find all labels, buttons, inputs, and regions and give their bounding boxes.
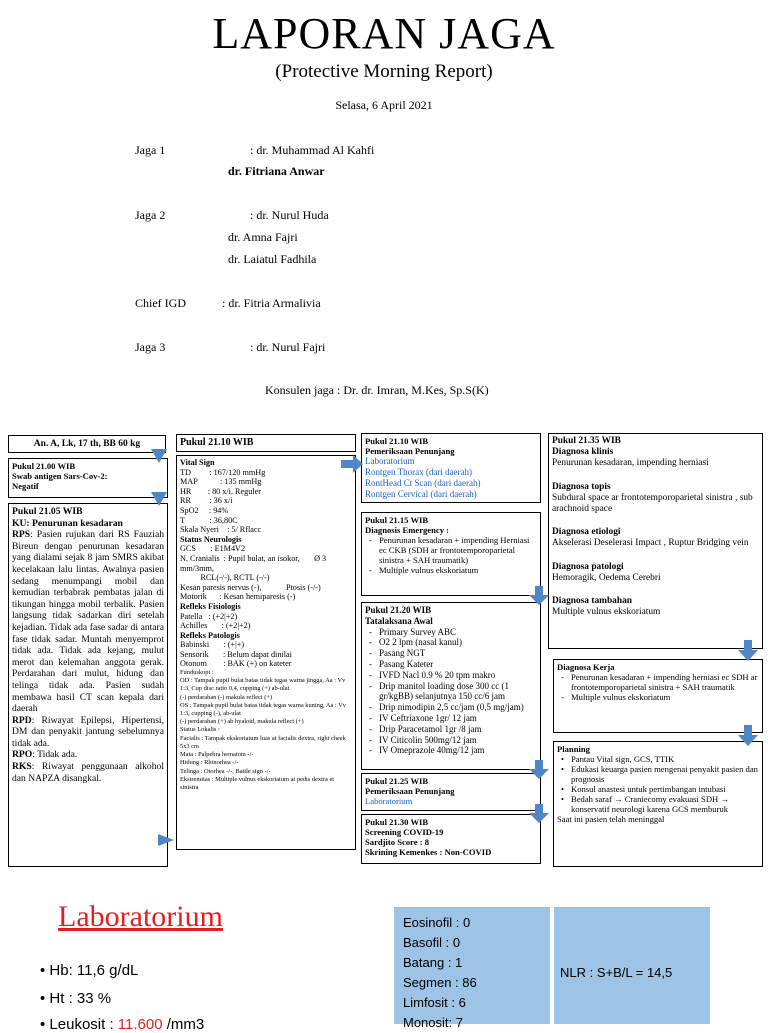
anamnesis-time: Pukul 21.05 WIB [12,506,83,517]
diag-emergency-time: Pukul 21.15 WIB [365,515,429,525]
penunjang1-list [365,456,537,500]
lab-diff-item: Eosinofil : 0 [403,915,471,930]
jaga2-value2: dr. Amna Fajri [228,230,298,244]
jaga1-value2: dr. Fitriana Anwar [228,164,325,178]
arrow-right-icon [341,455,365,473]
box-diagnosis-emergency [361,512,541,596]
lab-leukosit-unit: /mm3 [162,1016,205,1033]
arrow-down-icon [738,640,758,662]
rps-text: : Pasien rujukan dari RS Fauziah Bireun dengan penurunan kesadaran yang dialami sejak 8 jam SMRS akibat kecelakaan lalu lintas. Awalnya pasien sedang menumpangi mobil dan kemudian terbabrak pembatas jalan di tikungan hingga mobil terbalik. Pasien langsung tidak sadarkan diri setelah kejadian. Tidak ada fase sadar di antara fase tidak sadar. Muntah menyemprot tidak ada. Tidak ada kejang, mulut merot dan kelemahan anggota gerak. Perdarahan dari mulut, hidung dan telinga tidak ada. Pasien sudah membawa hasil CT scan kepala dari daerah [12,529,164,715]
penunjang2-item: Laboratorium [365,796,413,806]
lab-diff-item: Limfosit : 6 [403,995,466,1010]
lab-hb: • Hb: 11,6 g/dL [40,962,139,979]
funduskopi-item: OD : Tampak pupil bulat batas tidak tegas warna jingga, Aa : Vv 1:3, Cup disc ratio 0,4, cupping (+) ab-ulat [180,677,346,693]
fisio-list [180,612,352,631]
penunjang2-title: Pemeriksaan Penunjang [365,786,455,796]
arrow-down-icon [148,492,170,508]
vital-title: Vital Sign [180,458,215,467]
rps-label: RPS [12,529,31,541]
box-swab [8,458,168,498]
funduskopi-item: Mata : Palpebra hematom -/- [180,751,254,759]
box-planning [553,741,763,867]
vital-item: MAP : 135 mmHg [180,477,262,487]
lab-nlr-cell [554,907,710,1024]
arrow-down-icon [529,804,549,824]
lab-diff-item: Basofil : 0 [403,935,461,950]
arrow-right-icon [158,832,178,848]
vital-item: T : 36,80C [180,515,238,525]
diagnosa-patologi-text: Hemoragik, Oedema Cerebri [552,572,661,583]
jaga3-label: Jaga 3 [135,340,166,354]
funduskopi-item: Ekstremitas : Multiple vulnus ekskoriatum at pedis dextra et sinistra [180,775,335,791]
lab-ht-text: Ht : 33 % [49,990,112,1007]
jaga1-value: : dr. Muhammad Al Kahfi [250,143,375,157]
diagnosa-etiologi-title: Diagnosa etiologi [552,527,621,538]
diagnosa-topis-text: Subdural space ar frontotemporoparietal sinistra , sub arachnoid space [552,492,753,515]
planning-item: • Edukasi keuarga pasien mengenai penyakit pasien dan prognosis [571,764,759,784]
funduskopi-item: Status Lokalis : [180,726,220,734]
neuro-item: N. Cranialis : Pupil bulat, an isokor, Ø 3 mm/3mm, [180,553,329,573]
tatalaksana-item: - Drip nimodipin 2,5 cc/jam (0,5 mg/jam) [379,702,537,713]
box-screening [361,814,541,864]
planning-item: • Pantau Vital sign, GCS, TTIK [571,754,759,764]
rpd-text: : Riwayat Epilepsi, Hipertensi, DM dan penyakit jantung sebelumnya tidak ada. [12,714,164,749]
tatalaksana-item: - Drip Paracetamol 1gr /8 jam [379,724,537,735]
penunjang-item: RontHead Ct Scan (dari daerah) [365,478,481,488]
neuro-item: Kesan paresis nervus (-), Ptosis (-/-) [180,582,321,592]
anamnesis-ku: KU: Penurunan kesadaran [12,517,123,529]
arrow-down-icon [738,725,758,747]
vital-item: TD : 167/120 mmHg [180,467,266,477]
box-penunjang-1 [361,433,541,503]
lab-nlr: NLR : S+B/L = 14,5 [560,965,673,980]
vital-item: SpO2 : 94% [180,505,229,515]
arrow-down-icon [529,586,549,606]
vital-item: HR : 80 x/i, Reguler [180,486,261,496]
tatalaksana-list [365,627,537,757]
penunjang-item: Laboratorium [365,456,415,466]
diag-emergency-item: - Penurunan kesadaran + impending Herniasi ec CKB (SDH ar frontotemporoparietal sinistra + SAH traumatik) [379,535,537,565]
pato-title: Refleks Patologis [180,630,240,640]
rpo-text: : Tidak ada. [32,749,78,761]
funduskopi-item: Facialis : Tampak ekskoriatum luas at facialis dextra, right cheek 5x3 cm [180,734,346,750]
screening-time: Pukul 21.30 WIB [365,817,429,827]
diagnosa-tambahan-title: Diagnosa tambahan [552,596,632,607]
tatalaksana-item: - IVFD Nacl 0.9 % 20 tpm makro [379,670,537,681]
funduskopi-item: Funduskopi : [180,669,214,677]
funduskopi-item: OS : Tampak pupil bulat batas tidak tegas warna kuning, Aa : Vv 1:3, cupping (-), ab-ulat [180,701,346,718]
diagnosa-time: Pukul 21.35 WIB [552,436,621,446]
vital-item: Skala Nyeri : 5/ Rflacc [180,525,262,535]
box-diagnosa [548,433,763,649]
tatalaksana-item: - IV Ceftriaxone 1gr/ 12 jam [379,713,537,724]
pato-item: Sensorik : Belum dapat dinilai [180,649,292,659]
planning-item: • Bedah saraf → Craniecomy evakuasi SDH → konservatif neurologi karena GCS memburuk [571,794,759,814]
lab-diff-item: Batang : 1 [403,955,463,970]
jaga1-label: Jaga 1 [135,143,166,157]
rks-label: RKS [12,761,32,773]
jaga2-value: : dr. Nurul Huda [250,208,329,222]
screening-line2: Sardjito Score : 8 [365,837,430,847]
konsulen: Konsulen jaga : Dr. dr. Imran, M.Kes, Sp.S(K) [265,383,489,397]
tatalaksana-item: - O2 2 lpm (nasal kanul) [379,637,537,648]
chief-label: Chief IGD [135,296,186,310]
lab-ht: • Ht : 33 % [40,990,112,1007]
diagnosa-patologi-title: Diagnosa patologi [552,561,624,572]
diagnosa-topis-title: Diagnosa topis [552,481,611,492]
jaga2-value3: dr. Laiatul Fadhila [228,252,317,266]
planning-item: • Konsul anastesi untuk pertimbangan intubasi [571,784,759,794]
rks-text: : Riwayat penggunaan alkohol dan NAPZA disangkal. [12,761,164,784]
penunjang1-time: Pukul 21.10 WIB [365,436,429,446]
funduskopi-item: Hidung : Rhinorhea -/- [180,759,239,767]
neuro-item: Motorik : Kesan hemiparesis (-) [180,592,296,602]
fisio-title: Refleks Fisiologis [180,601,241,611]
funduskopi-item: (-) perdarahan (+) ab hyaloid, makula reflect (+) [180,718,304,726]
rpd-label: RPD [12,714,32,726]
fisio-item: Patella : (+2|+2) [180,611,238,621]
lab-leukosit-label: Leukosit : [49,1016,118,1033]
box-physical-exam [176,455,356,850]
tatalaksana-item: - IV Omeprazole 40mg/12 jam [379,745,537,756]
tatalaksana-item: - Pasang Kateter [379,659,537,670]
tatalaksana-item: - IV Citicolin 500mg/12 jam [379,735,537,746]
box-diagnosa-kerja [553,659,763,733]
diagnosa-kerja-item: - Multiple vulnus ekskoriatum [571,692,759,702]
box-penunjang-2 [361,773,541,811]
lab-diff-cell [394,907,550,1030]
rpo-label: RPO [12,749,33,761]
arrow-down-icon [529,760,549,780]
swab-line1: Swab antigen Sars-Cov-2: [12,471,108,481]
planning-list [557,754,759,814]
lab-title: Laboratorium [58,900,223,933]
page-title: LAPORAN JAGA [212,9,556,58]
lab-diff-item: Monosit: 7 [403,1015,463,1030]
vital-item: RR : 36 x/i [180,496,233,506]
box-anamnesis [8,503,168,867]
arrow-down-icon [148,449,170,465]
penunjang1-title: Pemeriksaan Penunjang [365,446,455,456]
jaga3-value: : dr. Nurul Fajri [250,340,326,354]
patient-identity: An. A, Lk, 17 th, BB 60 kg [8,435,166,453]
planning-footer: Saat ini pasien telah meninggal [557,814,665,824]
tatalaksana-time: Pukul 21.20 WIB [365,605,432,615]
screening-line3: Skrining Kemenkes : Non-COVID [365,847,492,857]
neuro-item: RCL(-/-), RCTL (-/-) [180,573,270,583]
swab-time: Pukul 21.00 WIB [12,461,76,471]
tatalaksana-item: - Drip manitol loading dose 300 cc (1 gr/kgBB) selanjutnya 150 cc/6 jam [379,681,537,703]
neuro-title: Status Neurologis [180,534,242,544]
diagnosa-kerja-title: Diagnosa Kerja [557,662,615,672]
fisio-item: Achilles : (+2|+2) [180,621,251,631]
diagnosa-etiologi-text: Akselerasi Deselerasi Impact , Ruptur Bridging vein [552,538,749,549]
diag-emergency-title: Diagnosis Emergency : [365,525,450,535]
neuro-item: GCS : E1M4V2 [180,544,246,554]
tatalaksana-title: Tatalaksana Awal [365,615,433,626]
vital-list [180,468,352,535]
planning-title: Planning [557,744,590,754]
funduskopi-list [180,669,352,792]
diagnosa-kerja-item: - Penurunan kesadaran + impending herniasi ec SDH ar frontotemporoparietal sinistra + SAH traumatik [571,672,759,692]
tatalaksana-item: - Pasang NGT [379,648,537,659]
lab-diff-item: Segmen : 86 [403,975,477,990]
penunjang2-time: Pukul 21.25 WIB [365,776,429,786]
swab-line2: Negatif [12,481,39,491]
chief-value: : dr. Fitria Armalivia [222,296,321,310]
pato-item: Babinski : (+|+) [180,640,245,650]
diag-emergency-list [365,535,537,575]
diagnosa-klinis-title: Diagnosa klinis [552,447,614,458]
lab-leukosit-value: 11.600 [117,1016,163,1033]
diagnosa-kerja-list [557,672,759,702]
lab-diff-list [394,907,550,1033]
diagnosa-klinis-text: Penurunan kesadaran, impending herniasi [552,458,709,469]
neuro-list [180,544,352,602]
lab-leukosit: • Leukosit : 11.600 /mm3 [40,1016,205,1033]
pato-item: Otonom : BAK (+) on kateter [180,659,292,669]
screening-line1: Screening COVID-19 [365,827,444,837]
penunjang-item: Rontgen Thorax (dari daerah) [365,467,473,477]
funduskopi-item: Telinga : Otorhea -/-, Battle sign -/- [180,767,271,775]
jaga2-label: Jaga 2 [135,208,166,222]
penunjang-item: Rontgen Cervical (dari daerah) [365,489,477,499]
tatalaksana-item: - Primary Survey ABC [379,627,537,638]
box-tatalaksana [361,602,541,770]
pato-list [180,640,352,669]
lab-hb-text: Hb: 11,6 g/dL [49,962,139,979]
exam-time-header: Pukul 21.10 WIB [176,434,356,452]
funduskopi-item: (-) perdarahan (-) makula reflect (+) [180,693,273,701]
diagnosa-tambahan-text: Multiple vulnus ekskoriatum [552,607,661,618]
report-date: Selasa, 6 April 2021 [335,98,433,112]
diag-emergency-item: - Multiple vulnus ekskoriatum [379,565,537,575]
page-subtitle: (Protective Morning Report) [275,61,493,82]
